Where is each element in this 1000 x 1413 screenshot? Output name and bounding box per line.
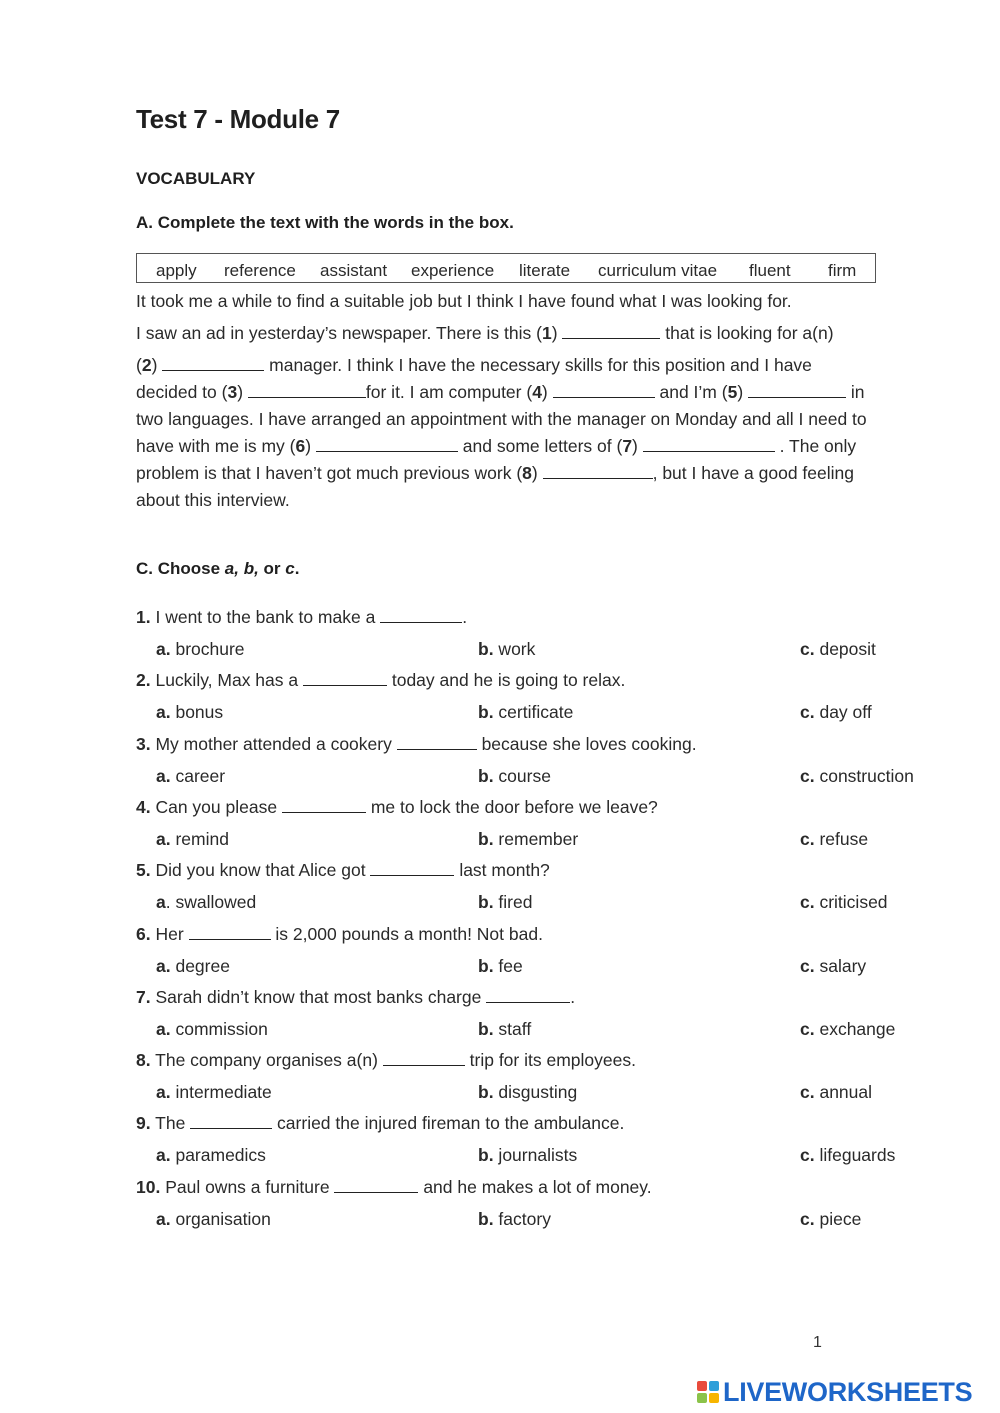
question-blank[interactable] [282, 797, 366, 813]
question-number: 8. [136, 1050, 151, 1071]
answer-option[interactable] [800, 766, 914, 787]
question-text: last month? [454, 860, 550, 881]
answer-option[interactable] [478, 766, 551, 787]
question-text: My mother attended a cookery [150, 733, 397, 754]
option-letter: a. [156, 1145, 171, 1166]
option-text: piece [814, 1208, 862, 1229]
question-number: 10. [136, 1176, 161, 1197]
question-text: and he makes a lot of money. [418, 1176, 652, 1197]
option-letter: c. [800, 955, 815, 976]
liveworksheets-logo [697, 1378, 972, 1406]
question-number: 4. [136, 796, 151, 817]
question-text: because she loves cooking. [476, 733, 697, 754]
option-letter: a. [156, 828, 171, 849]
option-text: certificate [493, 702, 574, 723]
option-letter: c. [800, 1082, 815, 1103]
option-letter: b. [478, 1145, 494, 1166]
answer-option[interactable] [478, 829, 578, 850]
paragraph-line: problem is that I haven’t got much previous work (8) , but I have a good feeling [136, 463, 854, 483]
question-blank[interactable] [334, 1177, 418, 1193]
answer-option[interactable] [478, 1209, 551, 1230]
option-text: brochure [170, 639, 245, 659]
question-number: 6. [136, 923, 151, 944]
answer-option[interactable] [478, 956, 523, 977]
liveworksheets-logo-icon [697, 1381, 719, 1403]
answer-option[interactable] [156, 892, 256, 913]
answer-option[interactable] [478, 1082, 577, 1103]
answer-option[interactable] [156, 639, 245, 660]
question-blank[interactable] [397, 734, 477, 750]
answer-option[interactable] [800, 1082, 872, 1103]
answer-option[interactable] [478, 1145, 577, 1166]
logo-text: LIVEWORKSHEETS [723, 1376, 973, 1407]
option-letter: b. [478, 892, 494, 913]
option-letter: c. [800, 765, 815, 786]
question-item [136, 734, 697, 755]
question-text: carried the injured fireman to the ambulance. [272, 1113, 625, 1134]
question-number: 7. [136, 986, 151, 1007]
word-box-item: curriculum vitae [598, 261, 718, 280]
option-text: staff [493, 1018, 532, 1039]
answer-blank-7[interactable] [643, 436, 775, 452]
option-text: career [170, 765, 226, 786]
option-text: commission [170, 1018, 268, 1039]
question-blank[interactable] [383, 1050, 465, 1066]
option-letter: a. [156, 702, 171, 723]
question-text: The [150, 1113, 191, 1134]
word-box-item: assistant [320, 261, 388, 280]
question-item [136, 1177, 652, 1198]
vocabulary-heading: VOCABULARY [136, 169, 256, 188]
option-text: salary [814, 955, 867, 976]
question-text: Can you please [150, 796, 282, 817]
question-blank[interactable] [370, 860, 454, 876]
question-item [136, 1113, 624, 1134]
option-text: disgusting [493, 1082, 578, 1103]
option-text: bonus [170, 702, 224, 723]
question-item [136, 797, 658, 818]
option-text: annual [814, 1082, 873, 1103]
option-letter: a. [156, 955, 171, 976]
answer-blank-5[interactable] [748, 382, 846, 398]
option-letter: b. [478, 1208, 494, 1229]
option-letter: b. [478, 702, 494, 723]
option-text: . swallowed [165, 892, 257, 913]
question-blank[interactable] [380, 607, 462, 623]
option-text: lifeguards [814, 1145, 896, 1166]
option-letter: a. [156, 639, 171, 659]
option-text: criticised [814, 892, 888, 913]
option-letter: b. [478, 955, 494, 976]
paragraph-line: about this interview. [136, 490, 290, 510]
question-item [136, 1050, 636, 1071]
answer-option[interactable] [156, 766, 225, 787]
page-number: 1 [813, 1334, 822, 1351]
option-text: remind [170, 828, 229, 849]
answer-option[interactable] [156, 829, 229, 850]
question-number: 2. [136, 670, 151, 691]
answer-blank-6[interactable] [316, 436, 458, 452]
question-text: me to lock the door before we leave? [365, 796, 658, 817]
answer-option[interactable] [800, 892, 888, 913]
answer-blank-8[interactable] [543, 463, 653, 479]
word-box-item: apply [156, 261, 197, 280]
question-text: Her [150, 923, 189, 944]
question-text: is 2,000 pounds a month! Not bad. [270, 923, 543, 944]
question-blank[interactable] [486, 987, 570, 1003]
section-c-heading: C. Choose a, b, or c. [136, 559, 300, 578]
option-text: deposit [814, 639, 876, 659]
option-letter: c. [800, 1145, 815, 1166]
option-text: journalists [493, 1145, 578, 1166]
paragraph-line: two languages. I have arranged an appointment with the manager on Monday and all I need to [136, 409, 867, 429]
answer-option[interactable] [800, 639, 876, 660]
option-letter: a. [156, 1208, 171, 1229]
question-text: Did you know that Alice got [150, 860, 371, 881]
paragraph-line: (2) manager. I think I have the necessary skills for this position and I have [136, 355, 812, 375]
answer-blank-1[interactable] [562, 323, 660, 339]
question-item [136, 607, 467, 628]
paragraph-line: have with me is my (6) and some letters of (7) . The only [136, 436, 857, 456]
option-text: degree [170, 955, 230, 976]
question-item [136, 987, 575, 1008]
option-letter: c. [800, 639, 815, 659]
option-text: day off [814, 702, 872, 723]
question-number: 1. [136, 607, 151, 627]
answer-option[interactable] [800, 829, 868, 850]
option-text: remember [493, 828, 579, 849]
option-text: construction [814, 765, 914, 786]
answer-option[interactable] [156, 702, 223, 723]
answer-option[interactable] [800, 1145, 895, 1166]
option-letter: c. [800, 828, 815, 849]
option-letter: b. [478, 1082, 494, 1103]
answer-blank-4[interactable] [553, 382, 655, 398]
word-box [136, 253, 876, 283]
word-box-item: experience [411, 261, 495, 280]
question-blank[interactable] [190, 1113, 272, 1129]
word-box-item: literate [519, 261, 571, 280]
option-letter: c. [800, 1018, 815, 1039]
answer-option[interactable] [800, 1209, 861, 1230]
word-box-item: fluent [749, 261, 791, 280]
option-letter: a [156, 892, 166, 913]
option-text: exchange [814, 1018, 896, 1039]
answer-blank-3[interactable] [248, 382, 366, 398]
question-text: Paul owns a furniture [160, 1176, 335, 1197]
answer-option[interactable] [156, 1209, 271, 1230]
answer-option[interactable] [478, 1019, 531, 1040]
question-number: 5. [136, 860, 151, 881]
question-item [136, 860, 550, 881]
section-a-heading: A. Complete the text with the words in the box. [136, 213, 514, 232]
answer-option[interactable] [478, 892, 532, 913]
option-letter: b. [478, 1018, 494, 1039]
option-letter: a. [156, 1082, 171, 1103]
option-text: intermediate [170, 1082, 272, 1103]
question-text: . [462, 607, 468, 627]
option-text: course [493, 765, 551, 786]
answer-blank-2[interactable] [162, 355, 264, 371]
option-letter: a. [156, 1018, 171, 1039]
answer-option[interactable] [156, 1082, 272, 1103]
option-letter: b. [478, 828, 494, 849]
option-letter: a. [156, 765, 171, 786]
option-text: factory [493, 1208, 551, 1229]
question-item [136, 670, 625, 691]
answer-option[interactable] [156, 1145, 266, 1166]
answer-option[interactable] [478, 702, 573, 723]
option-letter: c. [800, 702, 815, 723]
paragraph-line: I saw an ad in yesterday’s newspaper. There is this (1) that is looking for a(n) [136, 323, 834, 343]
answer-option[interactable] [156, 956, 230, 977]
option-text: work [493, 639, 536, 659]
question-text: I went to the bank to make a [150, 607, 381, 627]
option-letter: c. [800, 1208, 815, 1229]
question-text: trip for its employees. [464, 1050, 636, 1071]
option-letter: c. [800, 892, 815, 913]
question-blank[interactable] [303, 670, 387, 686]
answer-option[interactable] [156, 1019, 268, 1040]
option-text: fee [493, 955, 523, 976]
option-text: refuse [814, 828, 869, 849]
word-box-item: firm [828, 261, 857, 280]
option-text: fired [493, 892, 533, 913]
paragraph-line: It took me a while to find a suitable job but I think I have found what I was looking for. [136, 291, 792, 311]
question-text: Luckily, Max has a [150, 670, 303, 691]
option-letter: b. [478, 765, 494, 786]
answer-option[interactable] [478, 639, 535, 660]
question-item [136, 924, 543, 945]
question-text: today and he is going to relax. [386, 670, 626, 691]
question-text: Sarah didn’t know that most banks charge [150, 986, 487, 1007]
question-text: The company organises a(n) [150, 1050, 383, 1071]
question-blank[interactable] [189, 924, 271, 940]
question-text: . [570, 986, 576, 1007]
answer-option[interactable] [800, 1019, 895, 1040]
paragraph-line: decided to (3) for it. I am computer (4) and I’m (5) in [136, 382, 865, 402]
question-number: 3. [136, 733, 151, 754]
question-number: 9. [136, 1113, 151, 1134]
option-text: organisation [170, 1208, 271, 1229]
word-box-item: reference [224, 261, 296, 280]
answer-option[interactable] [800, 956, 866, 977]
answer-option[interactable] [800, 702, 872, 723]
option-text: paramedics [170, 1145, 266, 1166]
page-title: Test 7 - Module 7 [136, 104, 340, 134]
option-letter: b. [478, 639, 494, 659]
